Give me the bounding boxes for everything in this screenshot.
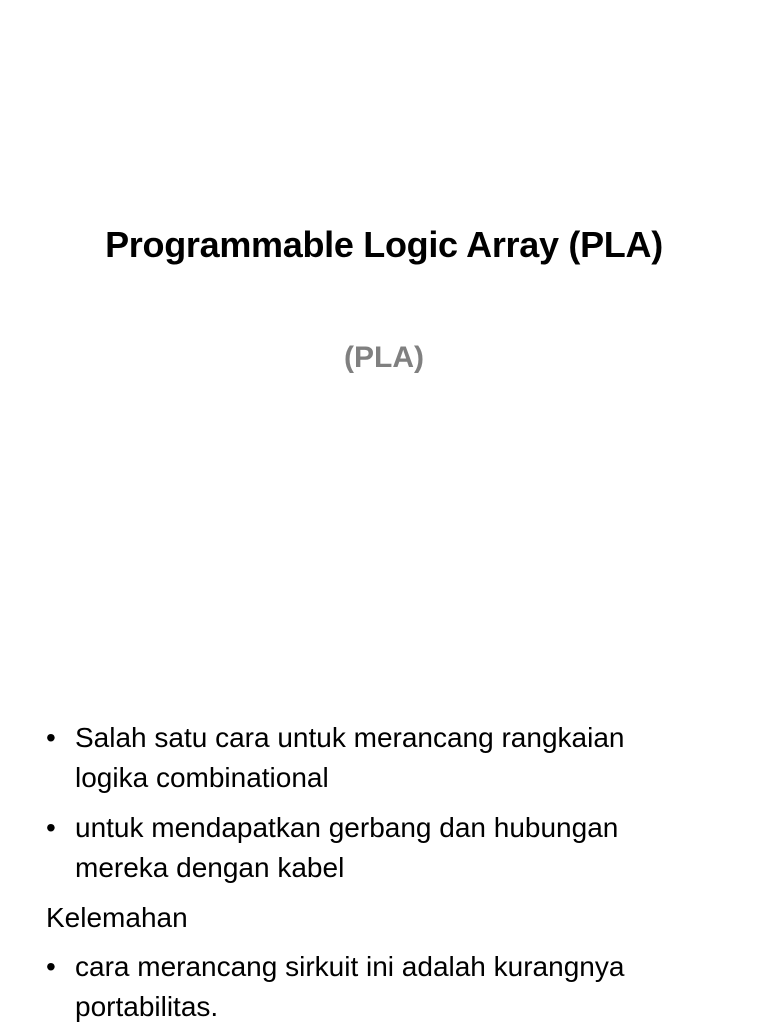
bullet-line: portabilitas.: [75, 991, 219, 1022]
bullet-item: [46, 808, 746, 888]
bullet-line: cara merancang sirkuit ini adalah kurangnya: [75, 951, 625, 982]
bullet-item: [46, 718, 746, 798]
slide-title: Programmable Logic Array (PLA): [105, 224, 663, 265]
bullet-line: mereka dengan kabel: [75, 852, 345, 883]
bullet-icon: •: [46, 722, 56, 753]
bullet-list-weaknesses: [46, 947, 746, 1024]
bullet-icon: •: [46, 812, 56, 843]
bullet-line: untuk mendapatkan gerbang dan hubungan: [75, 812, 619, 843]
slide-subtitle: (PLA): [344, 341, 424, 374]
bullet-item: [46, 947, 746, 1024]
slide-body: [46, 718, 746, 1024]
section-label-kelemahan: Kelemahan: [46, 902, 188, 933]
bullet-line: logika combinational: [75, 762, 329, 793]
bullet-list-advantages: [46, 718, 746, 888]
bullet-icon: •: [46, 951, 56, 982]
bullet-line: Salah satu cara untuk merancang rangkaian: [75, 722, 625, 753]
